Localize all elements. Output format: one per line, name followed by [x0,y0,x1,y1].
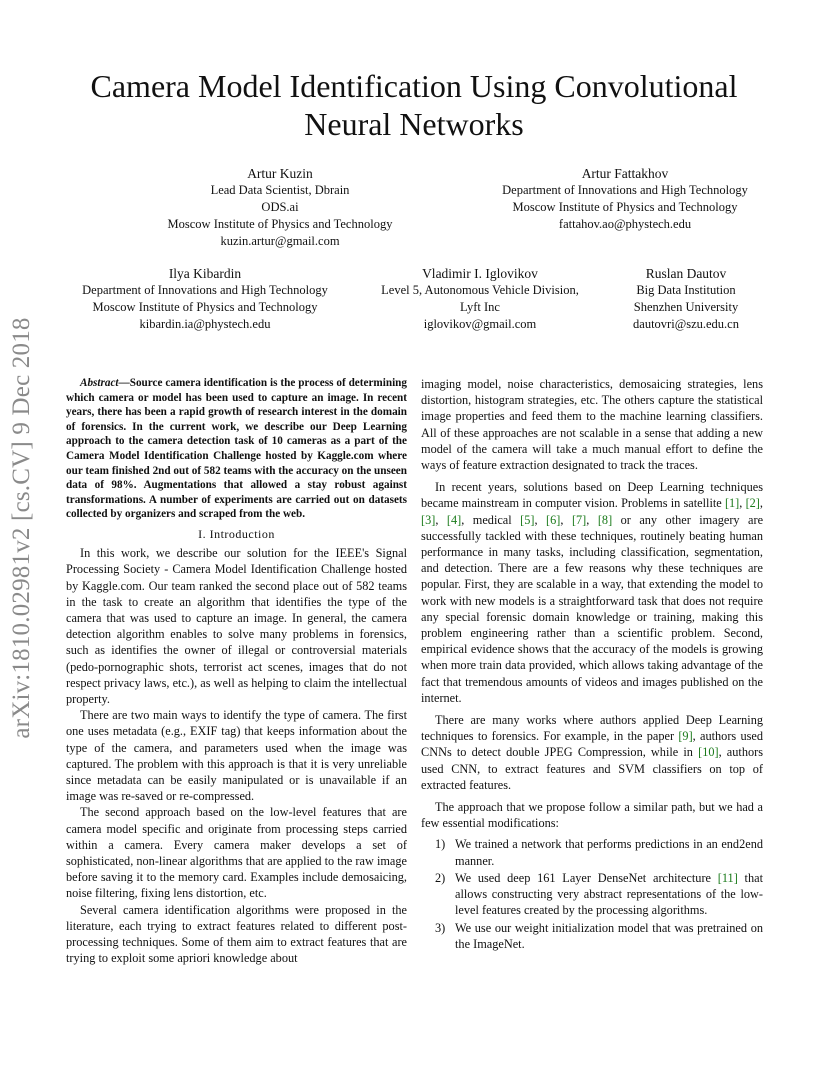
citation-link[interactable]: [11] [717,870,738,885]
author-block-iglovikov [360,265,600,333]
author-affiliation: Moscow Institute of Physics and Technology [512,200,738,214]
author-affiliation: ODS.ai [261,200,299,214]
right-column [421,376,763,953]
citation-link[interactable]: [6] [546,512,561,527]
body-paragraph: In recent years, solutions based on Deep Learning techniques became mainstream in computer vision. Problems in satellite [1], [2], [3], [4], medical [5], [6], [7], [8] or any other imagery are successfully tackled with these techniques, routinely beating human performance in many tasks, including classification, segmentation, and detection. There are a few reasons why these techniques are popular. First, they are scalable in a way, that extending the model to work with new models is a straightforward task that does not require any special forensic domain knowledge or training, making this problem engineering rather than a scientific problem. Second, empirical evidence shows that the accuracy of the models is growing when more train data provided, which allows taking advantage of the fact that tremendous amounts of videos and images published on the internet. [421,480,764,705]
list-item: 2) We used deep 161 Layer DenseNet architecture [11] that allows constructing very abstract representations of the low-level features created by the processing algorithms. [435,870,763,918]
author-affiliation: Lead Data Scientist, Dbrain [210,183,350,197]
body-paragraph: There are many works where authors applied Deep Learning techniques to forensics. For example, in the paper [9], authors used CNNs to detect double JPEG Compression, while in [10], authors used CNN, to extract features and SVM classifiers on top of extracted features. [421,713,764,792]
author-email: kuzin.artur@gmail.com [220,234,340,248]
list-item: 3) We use our weight initialization model that was pretrained on the ImageNet. [435,920,763,951]
author-name: Vladimir I. Iglovikov [422,266,538,281]
list-item: 1) We trained a network that performs predictions in an end2end manner. [435,837,763,868]
arxiv-sidebar [2,293,42,763]
author-email: iglovikov@gmail.com [423,317,537,331]
author-name: Ilya Kibardin [168,266,242,281]
author-name: Ruslan Dautov [645,266,727,281]
intro-paragraph: There are two main ways to identify the type of camera. The first one uses metadata (e.g., EXIF tag) that keeps information about the type of the camera, and parameters used when the image was captured. The problem with this approach is that it is very unreliable since metadata can be easily manipulated or is unavailable if an image was re-saved or re-compressed. [66,708,407,804]
author-block-kibardin [60,265,350,333]
author-affiliation: Lyft Inc [460,300,500,314]
intro-paragraph: In this work, we describe our solution for the IEEE's Signal Processing Society - Camera Model Identification Challenge hosted by Kaggle.com. Our team ranked the second place out of 582 teams in the task to create an algorithm that identifies the type of the camera that was used to capture an image. In general, the camera detection algorithm enables to solve many problems in forensics, such as identifies the owner of illegal or controversial materials (pedo-pornographic shots, terrorist act scenes, images that do not respect privacy laws, etc.), as well as helping to claim the intellectual property. [66,546,407,706]
section-heading-introduction: I. Introduction [198,526,275,541]
author-affiliation: Department of Innovations and High Technology [82,283,328,297]
citation-link[interactable]: [4] [446,512,462,527]
author-affiliation: Level 5, Autonomous Vehicle Division, [381,283,579,297]
citation-link[interactable]: [8] [597,512,613,527]
body-paragraph: imaging model, noise characteristics, demosaicing strategies, lens distortion, histogram strategies, etc. The others capture the statistical image properties and feed them to the machine learning classifiers. All of these approaches are not scalable in a sense that adding a new model of the camera will take a much manual effort to define the ways of feature extraction designated to track the traces. [421,377,763,473]
left-column [66,376,407,966]
author-email: kibardin.ia@phystech.edu [139,317,271,331]
author-affiliation: Moscow Institute of Physics and Technology [92,300,318,314]
arxiv-identifier: arXiv:1810.02981v2 [cs.CV] 9 Dec 2018 [8,317,35,739]
author-affiliation: Big Data Institution [636,283,736,297]
citation-link[interactable]: [2] [745,496,760,511]
author-block-dautov [606,265,766,333]
author-affiliation: Department of Innovations and High Technology [502,183,748,197]
intro-paragraph: The second approach based on the low-level features that are camera model specific and originate from processing steps carried within a camera. Every camera maker develops a set of sophisticated, non-linear algorithms that are applied to the raw image before saving it to the memory card. Examples include demosaicing, noise filtering, fixing lens distortion, etc. [66,805,407,901]
author-email: dautovri@szu.edu.cn [633,317,739,331]
abstract-text: —Source camera identification is the process of determining which camera or model has been used to capture an image. In recent years, there has been a rapid growth of research interest in the domain of forensics. In the current work, we describe our Deep Learning approach to the camera detection task of 10 cameras as a part of the Camera Model Identification Challenge hosted by Kaggle.com where our team finished 2nd out of 582 teams with the accuracy on the unseen data of 98%. Augmentations that allowed a stay robust against transformations. A number of experiments are carried out on datasets collected by organizers and scraped from the web. [66,377,407,521]
author-name: Artur Kuzin [247,166,313,181]
abstract-label: Abstract [80,377,119,389]
citation-link[interactable]: [3] [421,512,436,527]
citation-link[interactable]: [7] [571,512,587,527]
body-paragraph: The approach that we propose follow a similar path, but we had a few essential modifications: [421,800,763,831]
modifications-list [421,836,763,951]
abstract [66,376,407,522]
author-name: Artur Fattakhov [581,166,669,181]
author-affiliation: Moscow Institute of Physics and Technology [167,217,393,231]
citation-link[interactable]: [1] [724,496,740,511]
author-block-kuzin [130,165,430,250]
citation-link[interactable]: [5] [520,512,535,527]
author-block-fattakhov [470,165,780,233]
citation-link[interactable]: [10] [698,745,719,760]
author-email: fattahov.ao@phystech.edu [558,217,692,231]
paper-title: Camera Model Identification Using Convolutional Neural Networks [90,68,738,142]
intro-paragraph: Several camera identification algorithms were proposed in the literature, each trying to extract features related to different post-processing techniques. Some of them aim to extract features that are trying to exploit some apriori knowledge about [66,902,407,966]
citation-link[interactable]: [9] [678,729,693,744]
author-affiliation: Shenzhen University [633,300,739,314]
